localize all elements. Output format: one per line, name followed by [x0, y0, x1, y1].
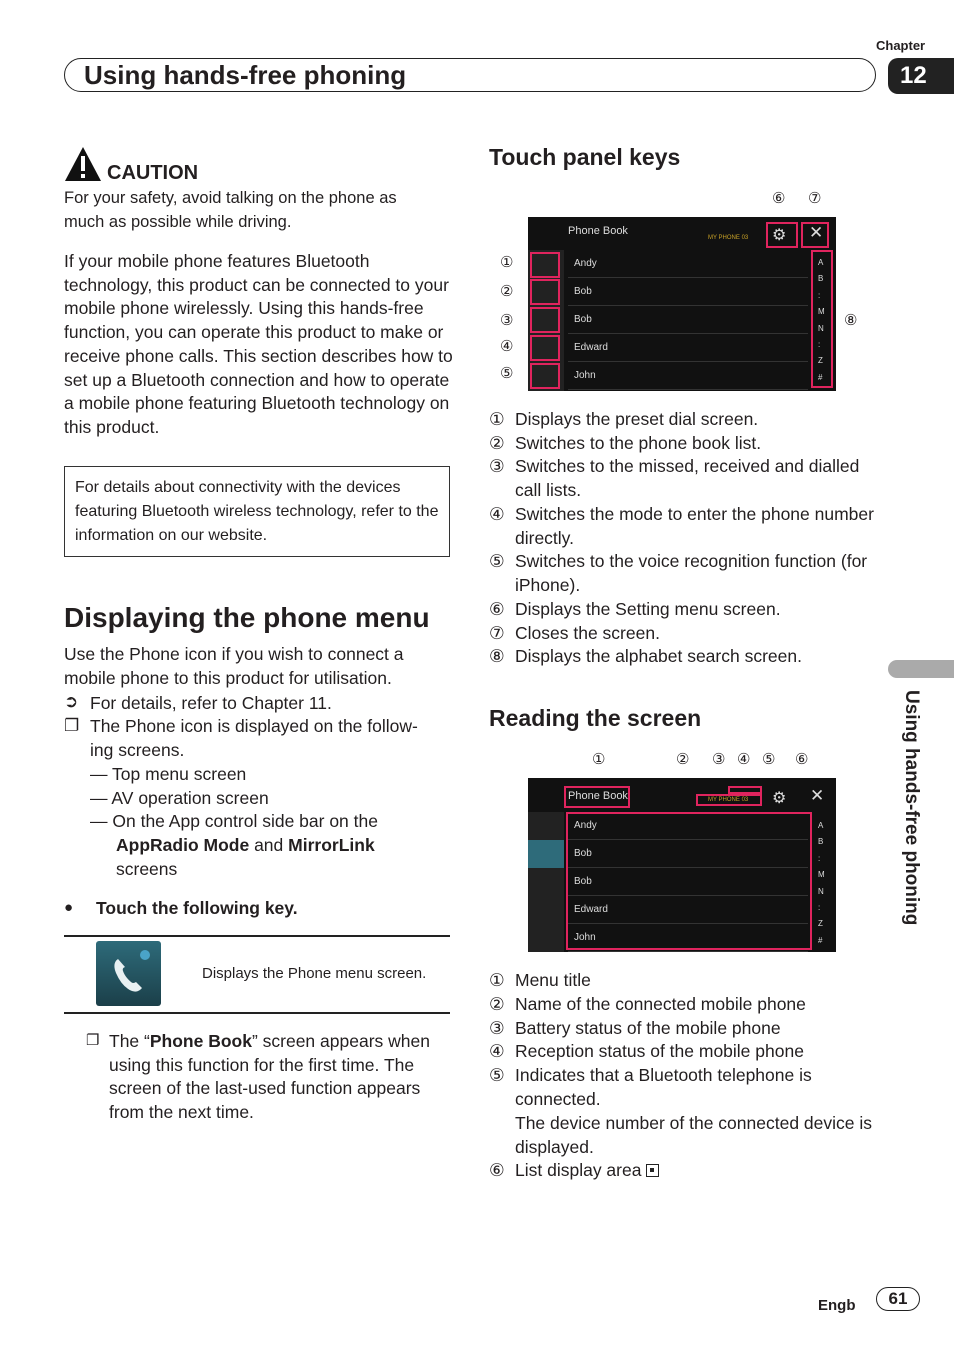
table-rule-bottom — [64, 1012, 450, 1014]
note-line-1: The Phone icon is displayed on the follow- — [90, 716, 418, 736]
alphabet-letter: A — [818, 258, 824, 267]
end-mark-icon — [646, 1164, 659, 1177]
call-history-key[interactable] — [530, 307, 560, 333]
reference-arrow-icon: ➲ — [64, 692, 79, 711]
alphabet-list — [818, 255, 825, 386]
warning-icon — [64, 146, 102, 182]
bullet-icon: ● — [64, 899, 74, 916]
chapter-label: Chapter — [876, 38, 926, 53]
touch-item-2 — [489, 432, 879, 456]
touch-item-5 — [489, 550, 879, 597]
screen-item-1: — Top menu screen — [90, 764, 247, 784]
item-num: ⑤ — [489, 1065, 505, 1085]
contact-row[interactable]: Bob — [568, 306, 808, 334]
screens-word: screens — [116, 859, 178, 879]
footer-language: Engb — [818, 1297, 856, 1314]
alphabet-letter: : — [818, 290, 821, 300]
alphabet-letter: : — [818, 340, 821, 350]
alphabet-letter: : — [818, 903, 821, 913]
touch-item-7 — [489, 622, 879, 646]
note-box: For details about connectivity with the devices featuring Bluetooth wireless technology, refer to the information on our website. — [64, 466, 450, 557]
phone-icon — [96, 941, 161, 1006]
screen-device: MY PHONE 03 — [708, 235, 749, 241]
screen-title: Phone Book — [568, 225, 628, 237]
alphabet-letter: M — [818, 870, 825, 880]
reading-item-5-detail — [489, 1112, 879, 1159]
checkbox-note-icon-2: ❐ — [86, 1032, 100, 1049]
item-num: ① — [489, 970, 505, 990]
screen-item-3-cont — [116, 834, 375, 858]
phonebook-key-active[interactable] — [528, 840, 564, 868]
item-num: ⑥ — [489, 1160, 505, 1180]
screen-device: MY PHONE 03 — [708, 797, 749, 803]
checkbox-note-icon: ❐ — [64, 716, 80, 735]
close-icon[interactable]: ✕ — [809, 223, 824, 242]
contact-row[interactable]: John — [568, 362, 808, 390]
section-title: Using hands-free phoning — [84, 60, 407, 90]
item-text: Switches to the phone book list. — [515, 433, 762, 453]
item-text: Switches to the voice recognition function (for iPhone). — [515, 551, 868, 595]
item-text: Name of the connected mobile phone — [515, 994, 806, 1014]
side-tab-label: Using hands-free phoning — [901, 690, 922, 926]
touch-key-instruction: Touch the following key. — [96, 898, 298, 918]
alphabet-letter: Z — [818, 356, 823, 366]
phonebook-note — [109, 1030, 449, 1125]
gear-icon[interactable]: ⚙ — [772, 790, 787, 807]
touch-item-6 — [489, 598, 879, 622]
status-highlight — [728, 786, 762, 794]
reference-text: For details, refer to Chapter 11. — [90, 693, 332, 713]
item-num: ⑤ — [489, 551, 505, 571]
contact-row[interactable]: John — [568, 924, 808, 952]
alphabet-list[interactable] — [818, 818, 825, 949]
caution-text: For your safety, avoid talking on the phone as much as possible while driving. — [64, 189, 397, 231]
reading-callout-4: ④ — [737, 751, 751, 768]
item-num: ② — [489, 433, 505, 453]
item-text — [515, 1159, 879, 1183]
screen-item-1-text: Top menu screen — [112, 764, 247, 784]
alphabet-letter: A — [818, 821, 824, 830]
side-tab-marker — [888, 660, 954, 678]
item-text: Indicates that a Bluetooth telephone is connected. — [515, 1065, 812, 1109]
reading-callout-6: ⑥ — [795, 751, 809, 768]
touch-panel-heading: Touch panel keys — [489, 144, 681, 170]
reading-screenshot — [528, 778, 836, 952]
reading-item-5 — [489, 1064, 879, 1111]
contact-row[interactable]: Andy — [568, 250, 808, 278]
touch-panel-screenshot — [528, 217, 836, 391]
caution-title: CAUTION — [107, 162, 199, 184]
contact-row[interactable]: Bob — [568, 868, 808, 896]
phonebook-note-bold: Phone Book — [149, 1031, 252, 1051]
touch-item-4 — [489, 503, 879, 550]
app-mode-2: MirrorLink — [288, 835, 375, 855]
reading-item-2 — [489, 993, 879, 1017]
touch-item-1 — [489, 408, 879, 432]
item-text-label: List display area — [515, 1160, 642, 1180]
alphabet-letter: # — [818, 372, 823, 382]
alphabet-letter: : — [818, 853, 821, 863]
item-num: ⑧ — [489, 646, 505, 666]
item-text: Displays the alphabet search screen. — [515, 646, 802, 666]
item-text: Reception status of the mobile phone — [515, 1041, 804, 1061]
display-intro: Use the Phone icon if you wish to connect a mobile phone to this product for utilisation. — [64, 644, 404, 688]
phonebook-note-post: ” screen appears when using this function for the first time. The screen of the last-used function appears from the next time. — [109, 1031, 430, 1123]
item-text: Displays the preset dial screen. — [515, 409, 759, 429]
screen-sidebar — [528, 812, 564, 952]
item-num: ① — [489, 409, 505, 429]
contact-row[interactable]: Edward — [568, 334, 808, 362]
contact-row[interactable]: Edward — [568, 896, 808, 924]
alphabet-letter: N — [818, 323, 824, 333]
alphabet-letter: Z — [818, 919, 823, 929]
dial-pad-key[interactable] — [530, 335, 560, 361]
reading-item-3 — [489, 1017, 879, 1041]
callout-7: ⑦ — [808, 190, 822, 207]
phonebook-key[interactable] — [530, 279, 560, 305]
screen-item-3: — On the App control side bar on the — [90, 811, 378, 831]
screen-item-2: — AV operation screen — [90, 788, 269, 808]
alphabet-letter: M — [818, 307, 825, 317]
touch-item-8 — [489, 645, 879, 669]
intro-paragraph: If your mobile phone features Bluetooth technology, this product can be connected to your mobile phone wirelessly. Using this hands-free function, you can operate this product to make or receive phone calls. This section describes how to set up a Bluetooth connection and how to operate a mobile phone featuring Bluetooth technology on this product. — [64, 251, 453, 437]
side-tab — [896, 690, 926, 980]
item-num: ③ — [489, 1018, 505, 1038]
contact-row[interactable]: Bob — [568, 278, 808, 306]
screen-item-3-text: On the App control side bar on the — [112, 811, 378, 831]
callout-4: ④ — [500, 338, 514, 355]
reading-item-1 — [489, 969, 879, 993]
item-num: ② — [489, 994, 505, 1014]
item-num: ⑦ — [489, 623, 505, 643]
item-num: ③ — [489, 456, 505, 476]
alphabet-letter: N — [818, 886, 824, 896]
reading-item-4 — [489, 1040, 879, 1064]
reading-item-6 — [489, 1159, 879, 1183]
item-num: ⑥ — [489, 599, 505, 619]
phonebook-note-pre: The “ — [109, 1031, 150, 1051]
item-num: ④ — [489, 504, 505, 524]
phone-menu-key[interactable] — [96, 941, 161, 1006]
reading-callout-5: ⑤ — [762, 751, 776, 768]
callout-1: ① — [500, 254, 514, 271]
reading-callout-2: ② — [676, 751, 690, 768]
callout-8: ⑧ — [844, 312, 858, 329]
item-text: Switches the mode to enter the phone number directly. — [515, 504, 874, 548]
contact-row[interactable]: Andy — [568, 812, 808, 840]
display-phone-menu-heading: Displaying the phone menu — [64, 602, 430, 633]
page-number: 61 — [876, 1287, 920, 1311]
phone-key-description: Displays the Phone menu screen. — [202, 965, 427, 982]
table-rule-top — [64, 935, 450, 937]
item-text: The device number of the connected device is displayed. — [515, 1113, 873, 1157]
and-word: and — [254, 835, 284, 855]
app-mode-1: AppRadio Mode — [116, 835, 250, 855]
item-text: Closes the screen. — [515, 623, 660, 643]
item-text: Menu title — [515, 970, 591, 990]
callout-6: ⑥ — [772, 190, 786, 207]
preset-dial-key[interactable] — [530, 252, 560, 278]
alphabet-letter: B — [818, 274, 824, 284]
chapter-number: 12 — [888, 58, 954, 94]
screen-title: Phone Book — [568, 790, 628, 802]
callout-2: ② — [500, 283, 514, 300]
reading-screen-heading: Reading the screen — [489, 705, 702, 731]
item-text: Battery status of the mobile phone — [515, 1018, 781, 1038]
reading-callout-1: ① — [592, 751, 606, 768]
item-num: ④ — [489, 1041, 505, 1061]
voice-recognition-key[interactable] — [530, 363, 560, 389]
item-text: Switches to the missed, received and dialled call lists. — [515, 456, 860, 500]
contact-row[interactable]: Bob — [568, 840, 808, 868]
callout-5: ⑤ — [500, 365, 514, 382]
gear-icon[interactable]: ⚙ — [772, 227, 787, 244]
screen-item-2-text: AV operation screen — [111, 788, 269, 808]
close-icon[interactable]: ✕ — [810, 786, 825, 805]
reading-callout-3: ③ — [712, 751, 726, 768]
alphabet-letter: B — [818, 837, 824, 847]
item-text: Displays the Setting menu screen. — [515, 599, 781, 619]
note-line-2: ing screens. — [90, 740, 185, 760]
alphabet-letter: # — [818, 935, 823, 945]
callout-3: ③ — [500, 312, 514, 329]
touch-item-3 — [489, 455, 879, 502]
